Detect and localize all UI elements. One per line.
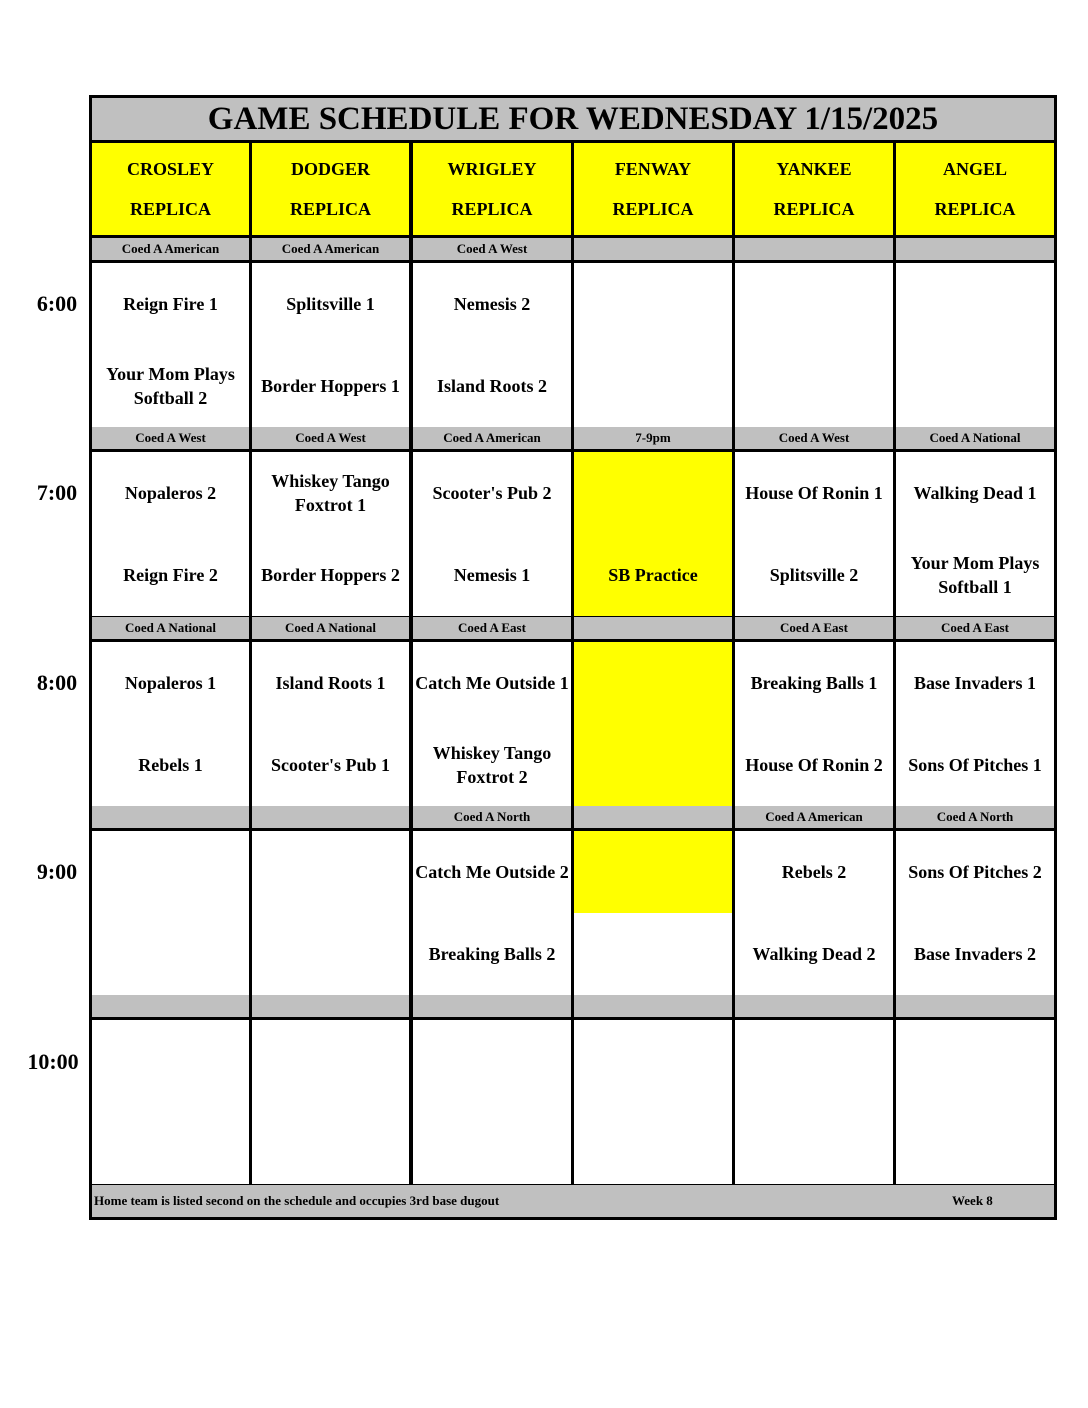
field-subtitle: REPLICA bbox=[612, 199, 694, 219]
schedule-footer bbox=[92, 1185, 1054, 1217]
team-matchup-home bbox=[896, 1102, 1054, 1184]
team-matchup-home bbox=[92, 913, 249, 995]
team-matchup-away bbox=[252, 1020, 409, 1102]
team-matchup-home: Your Mom Plays Softball 2 bbox=[106, 364, 235, 408]
game-slot bbox=[735, 642, 893, 806]
division-label bbox=[574, 617, 732, 639]
field-header-dodger bbox=[252, 143, 409, 235]
game-slot bbox=[735, 1020, 893, 1184]
game-slot bbox=[252, 831, 409, 995]
game-slot bbox=[735, 831, 893, 995]
team-matchup-away bbox=[574, 642, 732, 724]
team-matchup-away: Catch Me Outside 1 bbox=[415, 673, 569, 693]
team-matchup-away: Nopaleros 1 bbox=[124, 673, 217, 693]
team-matchup-away bbox=[735, 263, 893, 345]
team-matchup-away: Nemesis 2 bbox=[453, 294, 531, 314]
schedule-title: GAME SCHEDULE FOR WEDNESDAY 1/15/2025 bbox=[92, 98, 1054, 140]
game-slot bbox=[92, 263, 249, 427]
team-matchup-home bbox=[574, 1102, 732, 1184]
team-matchup-home bbox=[252, 913, 409, 995]
division-label: Coed A North bbox=[896, 806, 1054, 828]
division-label: Coed A National bbox=[92, 617, 249, 639]
division-label: Coed A North bbox=[413, 806, 571, 828]
division-label: Coed A East bbox=[896, 617, 1054, 639]
game-slot bbox=[413, 1020, 571, 1184]
team-matchup-home: Nemesis 1 bbox=[453, 565, 531, 585]
team-matchup-away: Splitsville 1 bbox=[286, 294, 375, 314]
game-slot bbox=[896, 642, 1054, 806]
division-label bbox=[735, 238, 893, 260]
team-matchup-home: Your Mom Plays Softball 1 bbox=[910, 553, 1040, 597]
division-label: Coed A West bbox=[735, 427, 893, 449]
team-matchup-home: House Of Ronin 2 bbox=[745, 755, 883, 775]
team-matchup-home bbox=[413, 1102, 571, 1184]
field-name: ANGEL bbox=[942, 159, 1007, 179]
team-matchup-home bbox=[735, 1102, 893, 1184]
team-matchup-home bbox=[735, 345, 893, 427]
division-label: Coed A American bbox=[92, 238, 249, 260]
game-slot bbox=[896, 1020, 1054, 1184]
division-label bbox=[252, 995, 409, 1017]
field-name: YANKEE bbox=[776, 159, 852, 179]
game-slot bbox=[735, 263, 893, 427]
time-label: 6:00 bbox=[36, 291, 78, 316]
game-slot bbox=[92, 642, 249, 806]
field-subtitle: REPLICA bbox=[934, 199, 1016, 219]
team-matchup-home bbox=[896, 345, 1054, 427]
division-label: Coed A East bbox=[413, 617, 571, 639]
game-slot bbox=[413, 642, 571, 806]
team-matchup-home: Whiskey Tango Foxtrot 2 bbox=[432, 743, 552, 787]
division-label bbox=[574, 995, 732, 1017]
team-matchup-home: Breaking Balls 2 bbox=[428, 944, 556, 964]
team-matchup-home: Rebels 1 bbox=[138, 755, 203, 775]
division-label: Coed A American bbox=[413, 427, 571, 449]
game-slot bbox=[252, 263, 409, 427]
team-matchup-away bbox=[896, 1020, 1054, 1102]
team-matchup-away bbox=[896, 263, 1054, 345]
field-name: CROSLEY bbox=[126, 159, 215, 179]
time-label: 10:00 bbox=[27, 1049, 79, 1074]
division-label bbox=[92, 995, 249, 1017]
team-matchup-away: Walking Dead 1 bbox=[913, 483, 1037, 503]
team-matchup-home bbox=[574, 913, 732, 995]
time-label: 7:00 bbox=[36, 480, 78, 505]
team-matchup-away: Scooter's Pub 2 bbox=[432, 483, 552, 503]
team-matchup-home: Reign Fire 2 bbox=[123, 565, 218, 585]
team-matchup-away: Rebels 2 bbox=[781, 862, 847, 882]
game-slot bbox=[574, 452, 732, 616]
division-label: Coed A American bbox=[735, 806, 893, 828]
game-slot bbox=[896, 831, 1054, 995]
team-matchup-away: Breaking Balls 1 bbox=[750, 673, 878, 693]
field-name: FENWAY bbox=[614, 159, 692, 179]
game-slot bbox=[574, 831, 732, 995]
division-label bbox=[896, 995, 1054, 1017]
game-slot bbox=[896, 263, 1054, 427]
division-label bbox=[574, 806, 732, 828]
team-matchup-home: Border Hoppers 1 bbox=[261, 376, 400, 396]
field-header-yankee bbox=[735, 143, 893, 235]
team-matchup-away bbox=[92, 831, 249, 913]
team-matchup-home: Island Roots 2 bbox=[436, 376, 548, 396]
game-slot bbox=[896, 452, 1054, 616]
field-name: WRIGLEY bbox=[447, 159, 537, 179]
field-subtitle: REPLICA bbox=[289, 199, 371, 219]
team-matchup-home bbox=[574, 345, 732, 427]
team-matchup-away: Sons Of Pitches 2 bbox=[908, 862, 1042, 882]
team-matchup-away: Whiskey Tango Foxtrot 1 bbox=[271, 471, 390, 515]
field-header-fenway bbox=[574, 143, 732, 235]
team-matchup-away: Nopaleros 2 bbox=[124, 483, 217, 503]
team-matchup-away: Base Invaders 1 bbox=[913, 673, 1036, 693]
division-label: Coed A American bbox=[252, 238, 409, 260]
time-label: 9:00 bbox=[36, 859, 78, 884]
team-matchup-away bbox=[735, 1020, 893, 1102]
team-matchup-away: Reign Fire 1 bbox=[123, 294, 218, 314]
division-label: Coed A East bbox=[735, 617, 893, 639]
week-label: Week 8 bbox=[952, 1193, 993, 1208]
division-label bbox=[896, 238, 1054, 260]
game-slot bbox=[413, 263, 571, 427]
division-label bbox=[413, 995, 571, 1017]
field-header-crosley bbox=[92, 143, 249, 235]
team-matchup-home: Border Hoppers 2 bbox=[261, 565, 400, 585]
division-label bbox=[92, 806, 249, 828]
field-header-angel bbox=[896, 143, 1054, 235]
game-slot bbox=[574, 263, 732, 427]
team-matchup-away bbox=[574, 263, 732, 345]
game-slot bbox=[92, 452, 249, 616]
game-slot bbox=[735, 452, 893, 616]
division-label: Coed A West bbox=[413, 238, 571, 260]
team-matchup-away bbox=[413, 1020, 571, 1102]
team-matchup-away bbox=[574, 452, 732, 534]
schedule-sheet bbox=[89, 95, 1057, 1220]
team-matchup-home: Walking Dead 2 bbox=[752, 944, 876, 964]
time-label: 8:00 bbox=[36, 670, 78, 695]
game-slot bbox=[413, 452, 571, 616]
footer-note: Home team is listed second on the schedule and occupies 3rd base dugout bbox=[94, 1193, 500, 1208]
game-slot bbox=[252, 642, 409, 806]
team-matchup-home: Base Invaders 2 bbox=[913, 944, 1036, 964]
team-matchup-home bbox=[252, 1102, 409, 1184]
team-matchup-home: Sons Of Pitches 1 bbox=[908, 755, 1042, 775]
division-label: Coed A National bbox=[252, 617, 409, 639]
division-label bbox=[252, 806, 409, 828]
team-matchup-home: Scooter's Pub 1 bbox=[271, 755, 390, 775]
field-subtitle: REPLICA bbox=[773, 199, 855, 219]
division-label bbox=[735, 995, 893, 1017]
division-label: Coed A West bbox=[252, 427, 409, 449]
game-slot bbox=[574, 642, 732, 806]
field-subtitle: REPLICA bbox=[451, 199, 533, 219]
team-matchup-away: House Of Ronin 1 bbox=[745, 483, 883, 503]
game-slot bbox=[574, 1020, 732, 1184]
field-header-wrigley bbox=[413, 143, 571, 235]
team-matchup-away bbox=[252, 831, 409, 913]
team-matchup-away: Catch Me Outside 2 bbox=[415, 862, 569, 882]
division-label bbox=[574, 238, 732, 260]
game-slot bbox=[252, 1020, 409, 1184]
division-label: Coed A West bbox=[92, 427, 249, 449]
team-matchup-away: Island Roots 1 bbox=[275, 673, 386, 693]
division-label: 7-9pm bbox=[574, 427, 732, 449]
field-name: DODGER bbox=[290, 159, 370, 179]
team-matchup-away bbox=[574, 831, 732, 913]
team-matchup-home bbox=[92, 1102, 249, 1184]
field-subtitle: REPLICA bbox=[129, 199, 211, 219]
game-slot bbox=[92, 1020, 249, 1184]
team-matchup-away bbox=[92, 1020, 249, 1102]
team-matchup-away bbox=[574, 1020, 732, 1102]
division-label: Coed A National bbox=[896, 427, 1054, 449]
game-slot bbox=[252, 452, 409, 616]
team-matchup-home: SB Practice bbox=[608, 565, 698, 585]
team-matchup-home: Splitsville 2 bbox=[769, 565, 859, 585]
team-matchup-home bbox=[574, 724, 732, 806]
game-slot bbox=[413, 831, 571, 995]
game-slot bbox=[92, 831, 249, 995]
